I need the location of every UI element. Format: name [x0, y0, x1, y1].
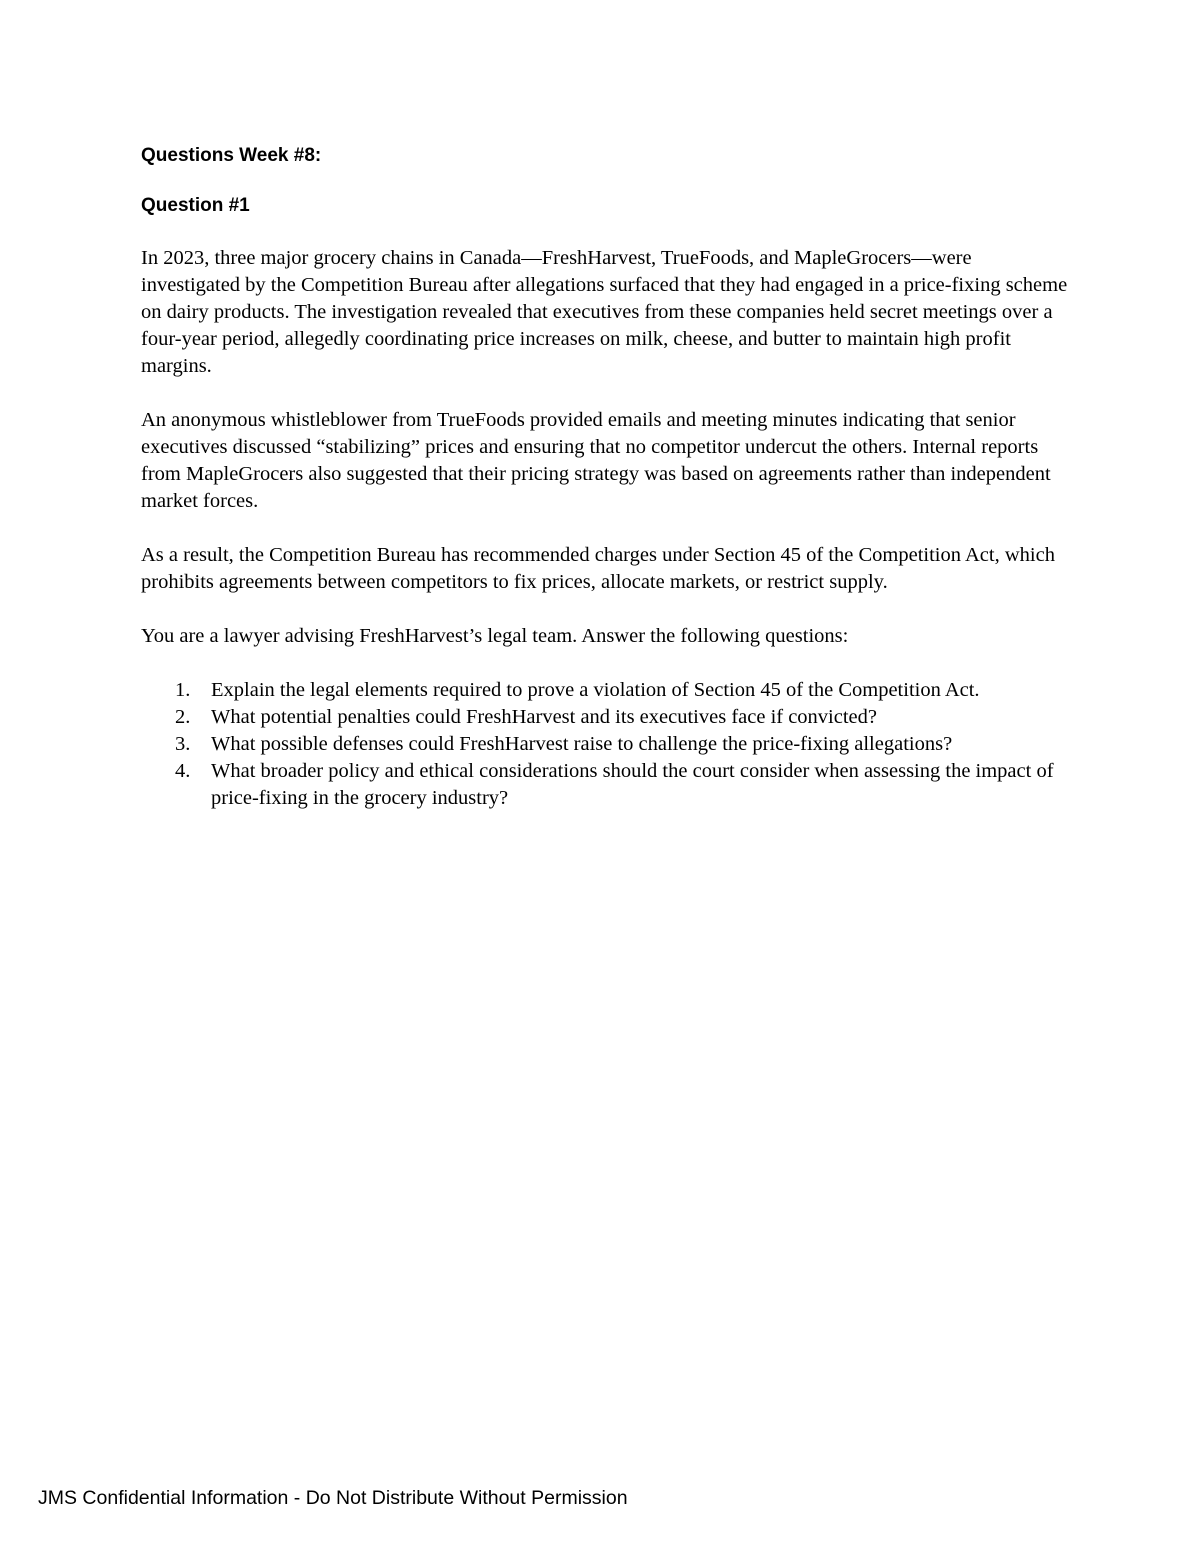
- list-item-text: What potential penalties could FreshHarvest and its executives face if convicted?: [211, 706, 877, 728]
- instruction-paragraph: You are a lawyer advising FreshHarvest’s legal team. Answer the following questions:: [141, 625, 849, 647]
- list-item: [141, 677, 1071, 704]
- week-heading: Questions Week #8:: [141, 145, 322, 166]
- case-paragraph-3: As a result, the Competition Bureau has recommended charges under Section 45 of the Competition Act, which prohibits agreements between competitors to fix prices, allocate markets, or restrict supply.: [141, 544, 1055, 593]
- question-list: [141, 677, 1071, 812]
- list-item-number: 2.: [175, 706, 191, 728]
- document-page: [141, 143, 1071, 812]
- list-item-number: 1.: [175, 679, 191, 701]
- case-paragraph-1: In 2023, three major grocery chains in Canada—FreshHarvest, TrueFoods, and MapleGrocers—were investigated by the Competition Bureau after allegations surfaced that they had engaged in a price-fixing scheme on dairy products. The investigation revealed that executives from these companies held secret meetings over a four-year period, allegedly coordinating price increases on milk, cheese, and butter to maintain high profit margins.: [141, 247, 1068, 377]
- confidential-footer: JMS Confidential Information - Do Not Distribute Without Permission: [38, 1487, 628, 1509]
- list-item-text: What broader policy and ethical considerations should the court consider when assessing the impact of price-fixing in the grocery industry?: [211, 760, 1054, 809]
- list-item-number: 4.: [175, 760, 191, 782]
- list-item-text: What possible defenses could FreshHarvest raise to challenge the price-fixing allegations?: [211, 733, 953, 755]
- list-item: [141, 704, 1071, 731]
- question-heading: Question #1: [141, 195, 250, 216]
- list-item-text: Explain the legal elements required to prove a violation of Section 45 of the Competition Act.: [211, 679, 980, 701]
- list-item: [141, 731, 1071, 758]
- case-paragraph-2: An anonymous whistleblower from TrueFoods provided emails and meeting minutes indicating that senior executives discussed “stabilizing” prices and ensuring that no competitor undercut the others. Internal reports from MapleGrocers also suggested that their pricing strategy was based on agreements rather than independent market forces.: [141, 409, 1051, 512]
- list-item: [141, 758, 1071, 812]
- list-item-number: 3.: [175, 733, 191, 755]
